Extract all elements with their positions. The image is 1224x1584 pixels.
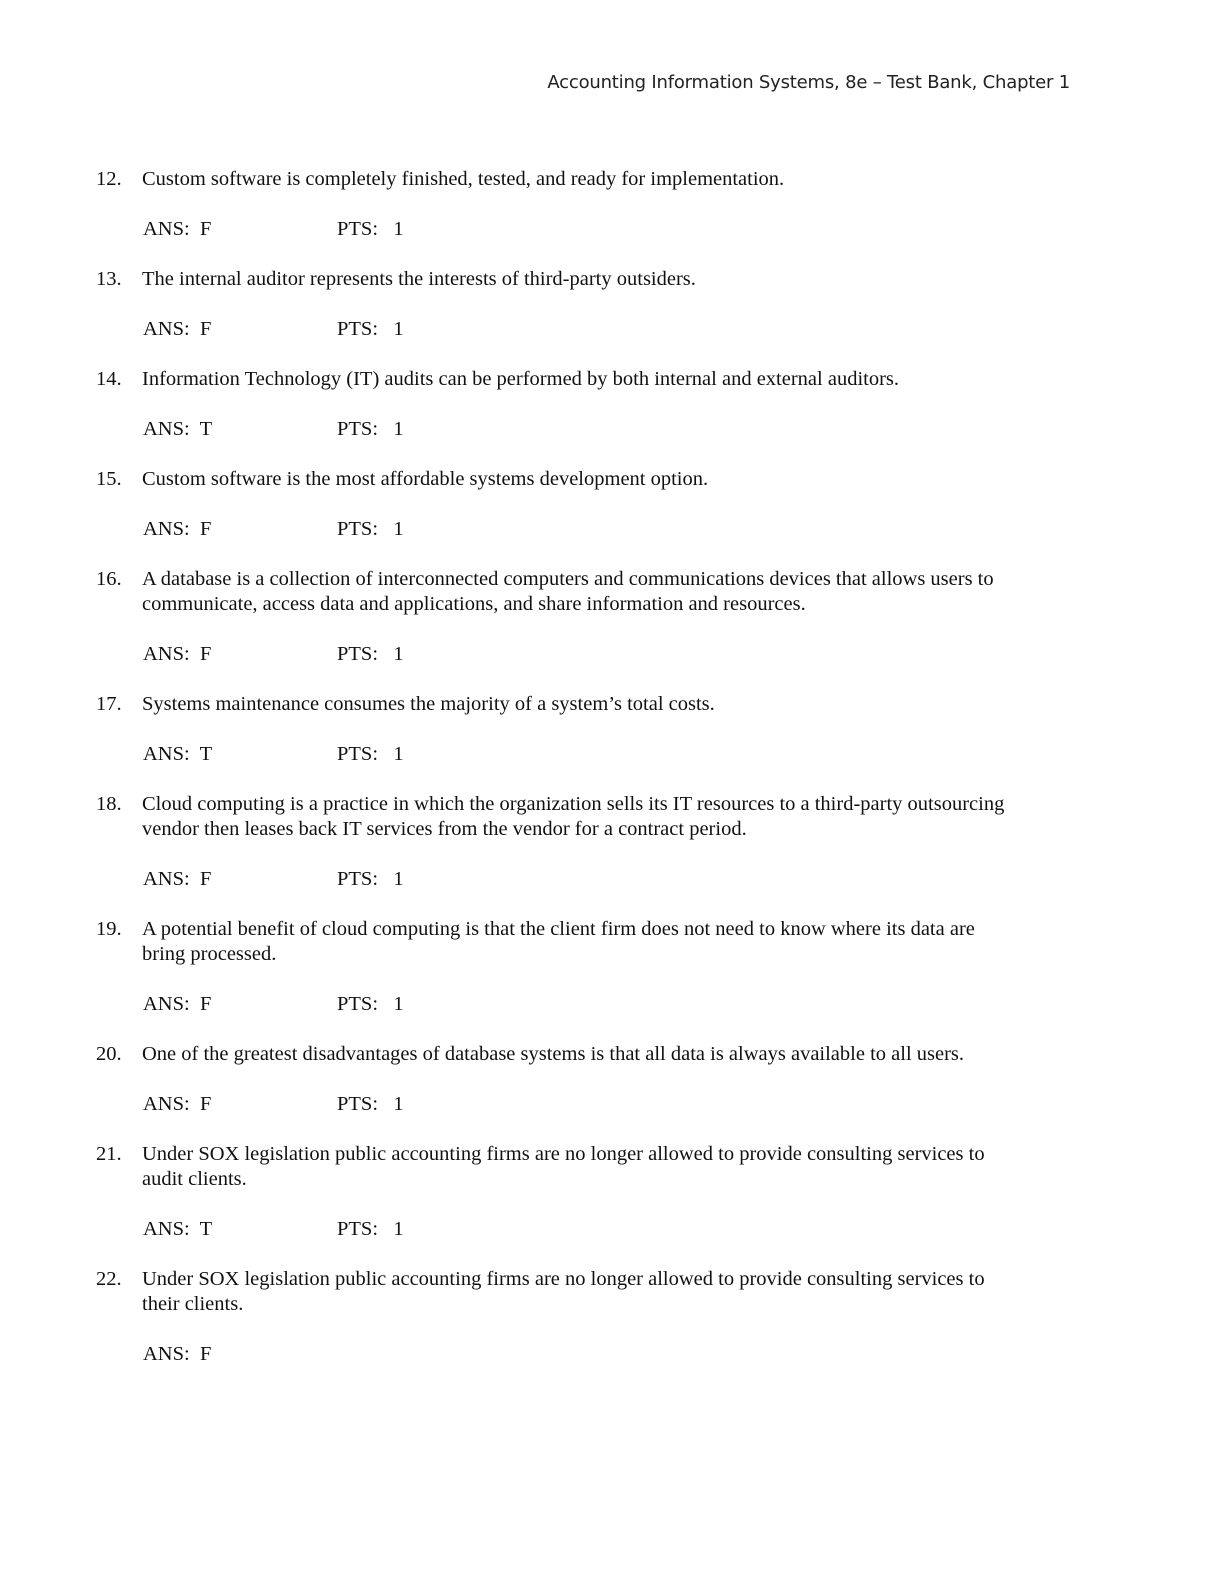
answer-label: ANS: F <box>143 643 212 665</box>
question-item <box>96 567 1086 667</box>
question-number: 17. <box>96 693 122 715</box>
answer-label: ANS: F <box>143 218 212 240</box>
answer-label: ANS: F <box>143 1093 212 1115</box>
question-item <box>96 917 1086 1017</box>
question-text: Custom software is the most affordable systems development option. <box>142 468 709 490</box>
question-list <box>96 167 1086 1392</box>
answer-row <box>96 867 1086 892</box>
question-item <box>96 692 1086 767</box>
question-text: The internal auditor represents the interests of third-party outsiders. <box>142 268 696 290</box>
question-item <box>96 792 1086 892</box>
points-label: PTS: 1 <box>337 993 404 1015</box>
question-item <box>96 167 1086 242</box>
answer-row <box>96 517 1086 542</box>
question-number: 16. <box>96 568 122 590</box>
points-label: PTS: 1 <box>337 643 404 665</box>
answer-label: ANS: F <box>143 518 212 540</box>
answer-row <box>96 742 1086 767</box>
answer-row <box>96 317 1086 342</box>
question-number: 19. <box>96 918 122 940</box>
question-text: Under SOX legislation public accounting firms are no longer allowed to provide consulting services to their clients. <box>142 1268 985 1315</box>
question-number: 22. <box>96 1268 122 1290</box>
question-item <box>96 267 1086 342</box>
answer-row <box>96 642 1086 667</box>
question-text: Information Technology (IT) audits can be performed by both internal and external auditors. <box>142 368 900 390</box>
answer-label: ANS: T <box>143 418 213 440</box>
answer-label: ANS: F <box>143 993 212 1015</box>
question-text: Under SOX legislation public accounting firms are no longer allowed to provide consulting services to audit clients. <box>142 1143 985 1190</box>
answer-row <box>96 1217 1086 1242</box>
question-number: 20. <box>96 1043 122 1065</box>
question-text: Custom software is completely finished, tested, and ready for implementation. <box>142 168 785 190</box>
answer-row <box>96 1092 1086 1117</box>
question-item <box>96 1142 1086 1242</box>
question-text: One of the greatest disadvantages of database systems is that all data is always available to all users. <box>142 1043 965 1065</box>
question-number: 14. <box>96 368 122 390</box>
question-number: 18. <box>96 793 122 815</box>
answer-label: ANS: T <box>143 1218 213 1240</box>
question-number: 13. <box>96 268 122 290</box>
answer-label: ANS: F <box>143 1343 212 1365</box>
answer-label: ANS: T <box>143 743 213 765</box>
points-label: PTS: 1 <box>337 318 404 340</box>
question-number: 12. <box>96 168 122 190</box>
question-text: Cloud computing is a practice in which the organization sells its IT resources to a third-party outsourcing vendor then leases back IT services from the vendor for a contract period. <box>142 793 1005 840</box>
question-text: A database is a collection of interconnected computers and communications devices that allows users to communicate, access data and applications, and share information and resources. <box>142 568 994 615</box>
question-text: A potential benefit of cloud computing is that the client firm does not need to know where its data are bring processed. <box>142 918 975 965</box>
points-label: PTS: 1 <box>337 518 404 540</box>
points-label: PTS: 1 <box>337 868 404 890</box>
answer-label: ANS: F <box>143 868 212 890</box>
question-item <box>96 1042 1086 1117</box>
points-label: PTS: 1 <box>337 743 404 765</box>
question-text: Systems maintenance consumes the majority of a system’s total costs. <box>142 693 715 715</box>
question-item <box>96 1267 1086 1367</box>
question-number: 15. <box>96 468 122 490</box>
points-label: PTS: 1 <box>337 418 404 440</box>
answer-row <box>96 417 1086 442</box>
answer-label: ANS: F <box>143 318 212 340</box>
question-item <box>96 467 1086 542</box>
points-label: PTS: 1 <box>337 1093 404 1115</box>
answer-row <box>96 992 1086 1017</box>
answer-row <box>96 217 1086 242</box>
question-number: 21. <box>96 1143 122 1165</box>
page-header: Accounting Information Systems, 8e – Test Bank, Chapter 1 <box>547 72 1070 93</box>
answer-row <box>96 1342 1086 1367</box>
question-item <box>96 367 1086 442</box>
points-label: PTS: 1 <box>337 218 404 240</box>
points-label: PTS: 1 <box>337 1218 404 1240</box>
